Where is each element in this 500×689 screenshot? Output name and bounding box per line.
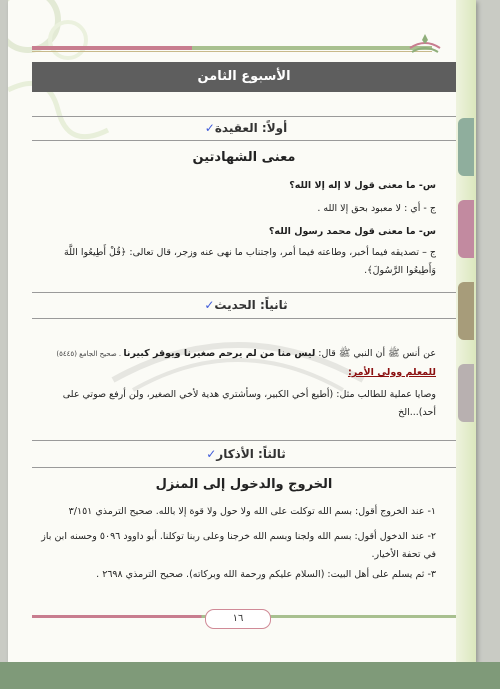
page-sheet bbox=[8, 0, 476, 662]
checkmark-icon: ✓ bbox=[204, 121, 215, 135]
aqeedah-heading: معنى الشهادتين bbox=[192, 150, 296, 165]
side-tab bbox=[458, 200, 474, 258]
section-divider bbox=[32, 116, 456, 117]
answer-2: ج – تصديقه فيما أخبر، وطاعته فيما أمر، واجتناب ما نهى عنه وزجر، قال تعالى: ﴿قُلْ أَطِيعُوا اللَّهَ وَأَطِيعُوا الرَّسُولَ﴾. bbox=[64, 247, 436, 276]
book-logo-icon bbox=[408, 30, 442, 56]
adhkar-heading: الخروج والدخول إلى المنزل bbox=[155, 477, 333, 492]
section-divider bbox=[32, 467, 456, 468]
side-tab bbox=[458, 118, 474, 176]
side-strip bbox=[456, 0, 476, 662]
question-2: س- ما معنى قول محمد رسول الله؟ bbox=[268, 226, 436, 237]
teacher-advice: وصايا عملية للطالب مثل: (أطيع أخي الكبير، وسأشتري هدية لأخي الصغير، ولن أرفع صوتي على أحد)...الخ bbox=[62, 389, 436, 418]
section-title-hadith: ثانياً: الحديث✓ bbox=[204, 298, 288, 312]
teacher-label: للمعلم وولي الأمر: bbox=[347, 367, 436, 378]
top-rule bbox=[32, 46, 432, 50]
adhkar-item: ٢- عند الدخول أقول: بسم الله ولجنا وبسم الله خرجنا وعلى ربنا توكلنا. أبو داوود ٥٠٩٦ وحسنه ابن باز في تحفة الأخيار. bbox=[41, 531, 436, 560]
checkmark-icon: ✓ bbox=[204, 298, 215, 312]
adhkar-item: ١- عند الخروج أقول: بسم الله توكلت على الله ولا حول ولا قوة إلا بالله. صحيح الترمذي ٣/١٥١ bbox=[68, 506, 436, 517]
section-divider bbox=[32, 440, 456, 441]
section-title-adhkar: ثالثاً: الأذكار✓ bbox=[206, 447, 286, 461]
checkmark-icon: ✓ bbox=[206, 447, 217, 461]
hadith-text: عن أنس ﷺ أن النبي ﷺ قال: ليس منا من لم يرحم صغيرنا ويوقر كبيرنا . صحيح الجامع (٥٤٤٥) bbox=[56, 348, 436, 359]
week-title: الأسبوع الثامن bbox=[32, 62, 456, 92]
top-rule-thin bbox=[32, 51, 432, 52]
section-divider bbox=[32, 140, 456, 141]
section-title-aqeedah: أولاً: العقيدة✓ bbox=[204, 121, 288, 135]
side-tab bbox=[458, 282, 474, 340]
answer-1: ج - أي : لا معبود بحق إلا الله . bbox=[317, 203, 436, 214]
page-number: ١٦ bbox=[205, 609, 271, 629]
question-1: س- ما معنى قول لا إله إلا الله؟ bbox=[289, 180, 436, 191]
side-tab bbox=[458, 364, 474, 422]
cover-edge bbox=[0, 662, 500, 689]
adhkar-item: ٣- ثم يسلم على أهل البيت: (السلام عليكم ورحمة الله وبركاته). صحيح الترمذي ٢٦٩٨ . bbox=[96, 569, 436, 580]
